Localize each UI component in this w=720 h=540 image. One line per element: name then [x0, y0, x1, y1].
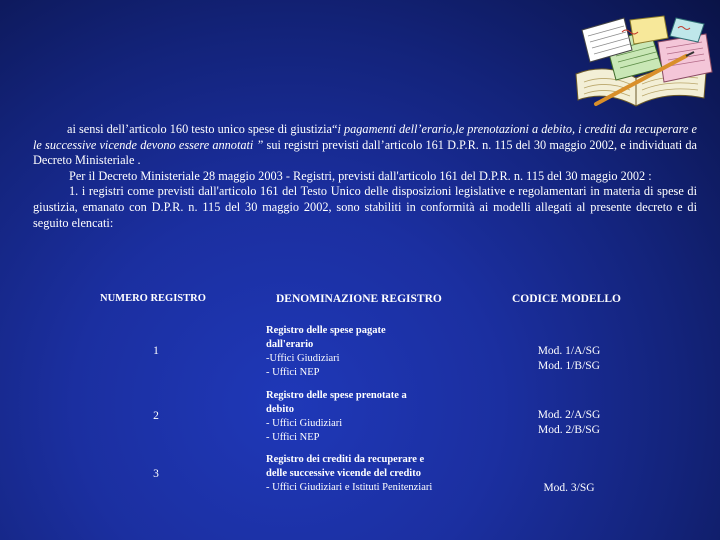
row-3-codice-1: Mod. 3/SG [543, 482, 595, 494]
row-1-den-line-3: -Uffici Giudiziari [266, 353, 340, 364]
intro-paragraph-2: Per il Decreto Ministeriale 28 maggio 2003 - Registri, previsti dall'articolo 161 del D.P.R. n. 115 del 30 maggio 2002 : [69, 168, 652, 183]
row-3-codice [520, 481, 618, 496]
intro-paragraph-3: 1. i registri come previsti dall'articolo 161 del Testo Unico delle disposizioni legislative e regolamentari in materia di spese di giustizia, emanato con D.P.R. n. 115 del 30 maggio 2002, sono stabiliti in conformità ai modelli allegati al presente decreto e di seguito elencati: [33, 184, 697, 230]
row-2-denominazione [266, 389, 466, 445]
row-2-den-line-4: - Uffici NEP [266, 432, 320, 443]
row-3-numero: 3 [153, 468, 159, 480]
row-2-codice-2: Mod. 2/B/SG [538, 424, 600, 436]
row-1-den-line-4: - Uffici NEP [266, 367, 320, 378]
row-1-codice [520, 344, 618, 374]
header-numero-registro: NUMERO REGISTRO [100, 293, 206, 304]
row-2-den-line-3: - Uffici Giudiziari [266, 418, 343, 429]
row-3-den-title-2: delle successive vicende del credito [266, 468, 421, 479]
row-1-codice-1: Mod. 1/A/SG [537, 345, 601, 357]
row-2-codice-1: Mod. 2/A/SG [537, 409, 601, 421]
intro-p1-suffix: sui registri previsti dall’articolo 161 D.P.R. n. 115 del 30 maggio 2002, e individuati da Decreto Ministeriale . [33, 137, 697, 168]
row-1-numero: 1 [153, 345, 159, 357]
row-1-den-title-1: Registro delle spese pagate [266, 325, 386, 336]
intro-p1-prefix: ai sensi dell’articolo 160 testo unico spese di giustizia“ [67, 122, 338, 136]
header-denominazione-registro: DENOMINAZIONE REGISTRO [276, 293, 442, 305]
row-2-den-title-2: debito [266, 404, 295, 415]
row-3-denominazione [266, 453, 466, 495]
row-2-numero: 2 [153, 410, 159, 422]
row-3-den-title-1: Registro dei crediti da recuperare e [266, 454, 425, 465]
intro-p1-italic-quote: i pagamenti dell’erario,le prenotazioni a debito, i crediti da recuperare e le successive vicende devono essere annotati ” [33, 122, 697, 152]
row-2-den-title-1: Registro delle spese prenotate a [266, 390, 407, 401]
row-2-codice [520, 408, 618, 438]
row-3-den-line-3: - Uffici Giudiziari e Istituti Penitenziari [266, 482, 433, 493]
header-codice-modello: CODICE MODELLO [512, 293, 621, 305]
row-1-denominazione [266, 324, 466, 380]
row-1-codice-2: Mod. 1/B/SG [538, 360, 600, 372]
row-1-den-title-2: dall'erario [266, 339, 314, 350]
